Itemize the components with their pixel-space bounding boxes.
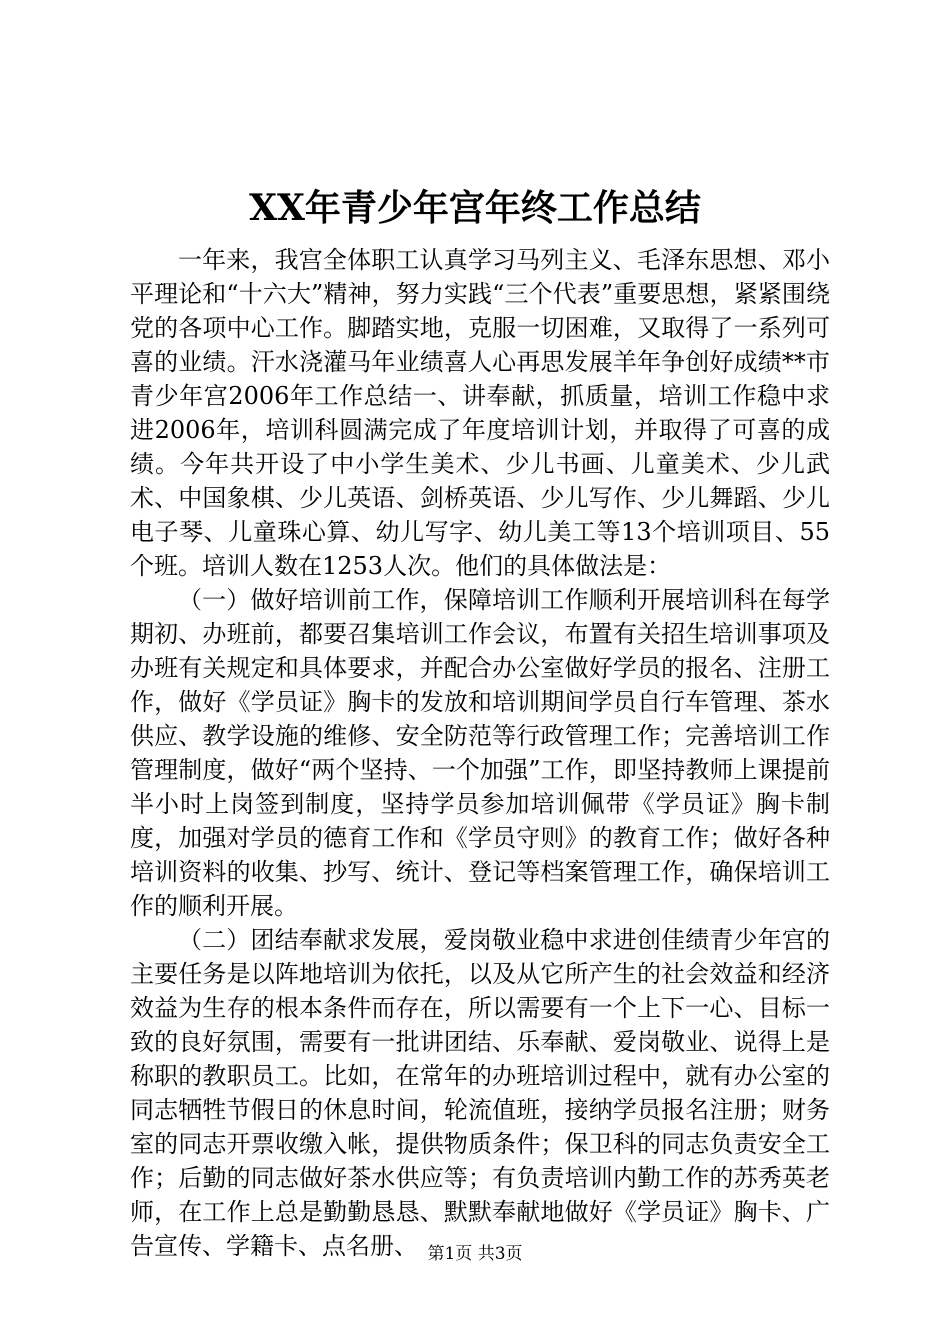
page-footer: 第1页 共3页 (427, 1244, 523, 1264)
document-body (130, 243, 830, 1263)
paragraph-section-2: （二）团结奉献求发展，爱岗敬业稳中求进创佳绩青少年宫的主要任务是以阵地培训为依托，以及从它所产生的社会效益和经济效益为生存的根本条件而存在，所以需要有一个上下一心、目标一致的良好氛围，需要有一批讲团结、乐奉献、爱岗敬业、说得上是称职的教职员工。比如，在常年的办班培训过程中，就有办公室的同志牺牲节假日的休息时间，轮流值班，接纳学员报名注册；财务室的同志开票收缴入帐，提供物质条件；保卫科的同志负责安全工作；后勤的同志做好茶水供应等；有负责培训内勤工作的苏秀英老师，在工作上总是勤勤恳恳、默默奉献地做好《学员证》胸卡、广告宣传、学籍卡、点名册、 (130, 926, 830, 1260)
paragraph-section-1: （一）做好培训前工作，保障培训工作顺利开展培训科在每学期初、办班前，都要召集培训工作会议，布置有关招生培训事项及办班有关规定和具体要求，并配合办公室做好学员的报名、注册工作，做好《学员证》胸卡的发放和培训期间学员自行车管理、茶水供应、教学设施的维修、安全防范等行政管理工作；完善培训工作管理制度，做好“两个坚持、一个加强”工作，即坚持教师上课提前半小时上岗签到制度，坚持学员参加培训佩带《学员证》胸卡制度，加强对学员的德育工作和《学员守则》的教育工作；做好各种培训资料的收集、抄写、统计、登记等档案管理工作，确保培训工作的顺利开展。 (130, 586, 830, 920)
document-title: XX年青少年宫年终工作总结 (249, 187, 701, 229)
paragraph-intro: 一年来，我宫全体职工认真学习马列主义、毛泽东思想、邓小平理论和“十六大”精神，努力实践“三个代表”重要思想，紧紧围绕党的各项中心工作。脚踏实地，克服一切困难，又取得了一系列可喜的业绩。汗水浇灌马年业绩喜人心再思发展羊年争创好成绩**市青少年宫2006年工作总结一、讲奉献，抓质量，培训工作稳中求进2006年，培训科圆满完成了年度培训计划，并取得了可喜的成绩。今年共开设了中小学生美术、少儿书画、儿童美术、少儿武术、中国象棋、少儿英语、剑桥英语、少儿写作、少儿舞蹈、少儿电子琴、儿童珠心算、幼儿写字、幼儿美工等13个培训项目、55个班。培训人数在1253人次。他们的具体做法是： (130, 246, 830, 580)
